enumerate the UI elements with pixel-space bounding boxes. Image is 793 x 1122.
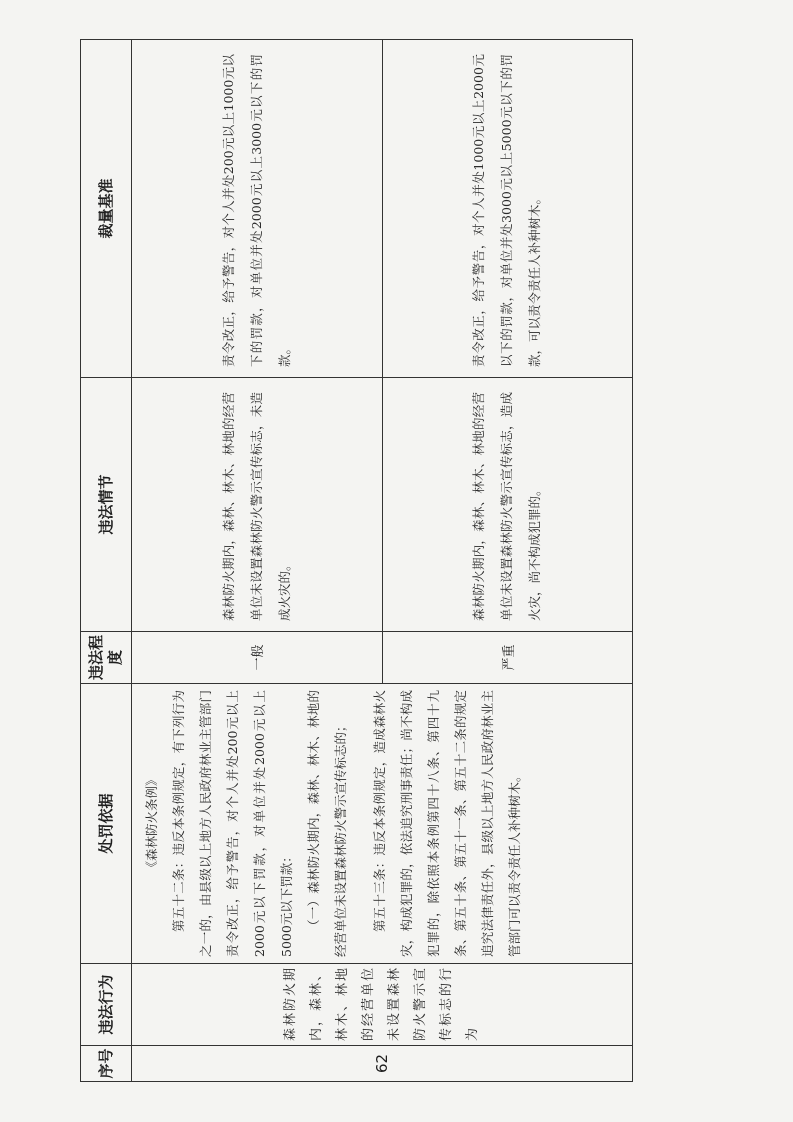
basis-gap <box>354 690 366 957</box>
basis-art53: 第五十三条：违反本条例规定，造成森林火灾，构成犯罪的，依法追究刑事责任；尚不构成犯罪的，除依照本条例第四十八条、第四十九条、第五十条、第五十一条、第五十二条的规定追究法律责任外，县级以上地方人民政府林业主管部门可以责令责任人补种树木。 <box>372 690 522 957</box>
header-basis: 处罚依据 <box>81 684 132 964</box>
rotated-page <box>80 40 793 1082</box>
facts-serious: 森林防火期内，森林、林木、林地的经营单位未设置森林防火警示宣传标志，造成火灾，尚不构成犯罪的。 <box>382 378 633 632</box>
degree-serious: 严重 <box>382 632 633 684</box>
standard-serious: 责令改正，给予警告，对个人并处1000元以上2000元以下的罚款，对单位并处3000元以上5000元以下的罚款，可以责令责任人补种树木。 <box>382 40 633 378</box>
degree-general: 一般 <box>132 632 383 684</box>
header-facts: 违法情节 <box>81 378 132 632</box>
facts-general: 森林防火期内，森林、林木、林地的经营单位未设置森林防火警示宣传标志，未造成火灾的。 <box>132 378 383 632</box>
header-seq: 序号 <box>81 1046 132 1082</box>
penalty-table <box>80 39 633 1082</box>
header-standard: 裁量基准 <box>81 40 132 378</box>
row-act: 森林防火期内，森林、林木、林地的经营单位未设置森林防火警示宣传标志的行为 <box>132 964 633 1046</box>
row-seq: 62 <box>132 1046 633 1082</box>
header-row <box>81 40 132 1082</box>
basis-art52-item1: （一）森林防火期内，森林、林木、林地的经营单位未设置森林防火警示宣传标志的； <box>306 690 348 957</box>
header-act: 违法行为 <box>81 964 132 1046</box>
standard-general: 责令改正，给予警告，对个人并处200元以上1000元以下的罚款，对单位并处2000元以上3000元以下的罚款。 <box>132 40 383 378</box>
header-degree: 违法程度 <box>81 632 132 684</box>
row-basis <box>132 684 633 964</box>
basis-title: 《森林防火条例》 <box>144 773 159 874</box>
table-row <box>132 40 383 1082</box>
basis-art52: 第五十二条：违反本条例规定，有下列行为之一的，由县级以上地方人民政府林业主管部门责令改正，给予警告，对个人并处200元以上2000元以下罚款，对单位并处2000元以上5000元以下罚款： <box>171 690 294 957</box>
